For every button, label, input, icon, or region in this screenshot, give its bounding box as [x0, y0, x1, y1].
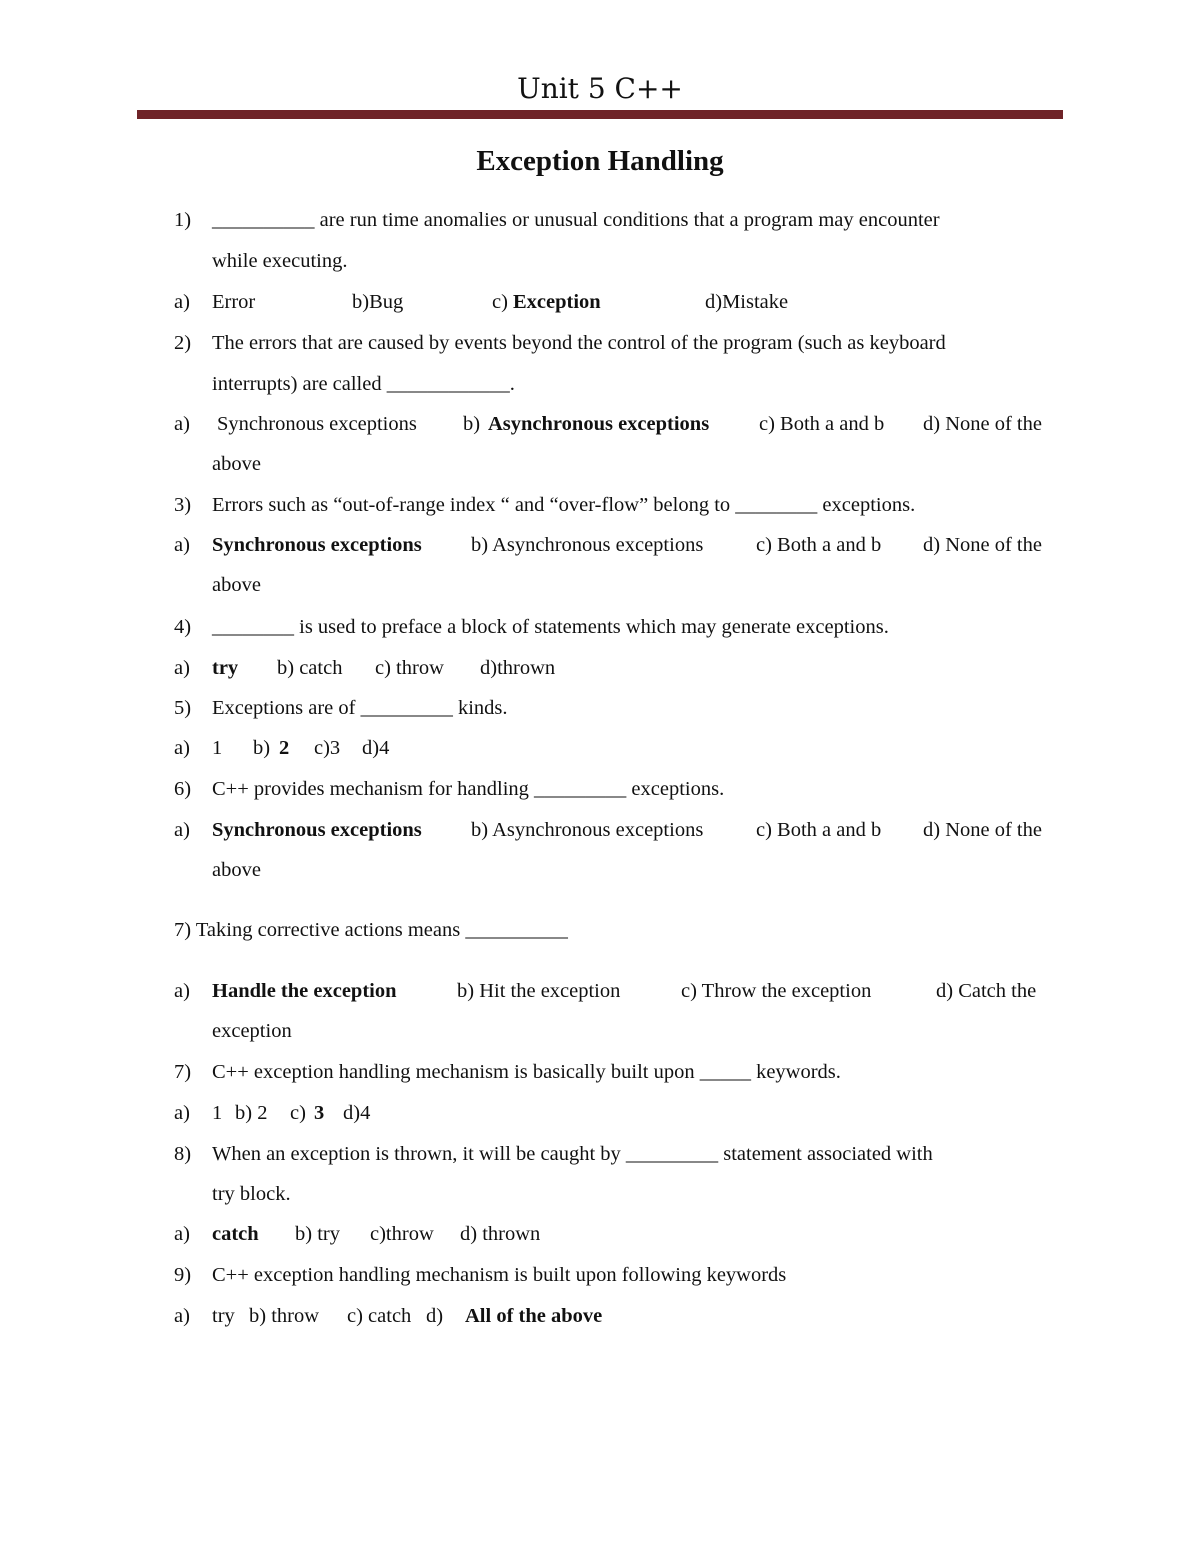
- question-2-cont: interrupts) are called ____________.: [212, 373, 515, 395]
- question-6: 6) C++ provides mechanism for handling _________ exceptions.: [174, 778, 725, 800]
- question-1: 1) __________ are run time anomalies or unusual conditions that a program may encounter: [174, 209, 940, 231]
- question-8-cont: try block.: [212, 1183, 291, 1205]
- correct-answer: try: [212, 657, 239, 679]
- correct-answer: All of the above: [465, 1305, 603, 1327]
- correct-answer: Handle the exception: [212, 980, 397, 1002]
- correct-answer: catch: [212, 1223, 259, 1245]
- question-1-cont: while executing.: [212, 250, 348, 272]
- page-title: Exception Handling: [476, 145, 724, 177]
- document-header: Unit 5 C++: [517, 72, 683, 105]
- question-3: 3) Errors such as “out-of-range index “ and “over-flow” belong to ________ exceptions.: [174, 494, 916, 516]
- question-2: 2) The errors that are caused by events beyond the control of the program (such as keyboard: [174, 332, 946, 354]
- question-7a: 7) Taking corrective actions means __________: [174, 919, 568, 941]
- header-rule: [137, 110, 1063, 119]
- correct-answer: 3: [314, 1102, 325, 1124]
- correct-answer: Exception: [513, 291, 601, 313]
- correct-answer: Synchronous exceptions: [212, 534, 422, 556]
- question-9: 9) C++ exception handling mechanism is built upon following keywords: [174, 1264, 787, 1286]
- question-7b: 7) C++ exception handling mechanism is basically built upon _____ keywords.: [174, 1061, 841, 1083]
- question-4: 4) ________ is used to preface a block of statements which may generate exceptions.: [174, 616, 889, 638]
- correct-answer: Synchronous exceptions: [212, 819, 422, 841]
- correct-answer: Asynchronous exceptions: [488, 413, 710, 435]
- question-8: 8) When an exception is thrown, it will be caught by _________ statement associated with: [174, 1143, 933, 1165]
- correct-answer: 2: [279, 737, 290, 759]
- question-5: 5) Exceptions are of _________ kinds.: [174, 697, 508, 719]
